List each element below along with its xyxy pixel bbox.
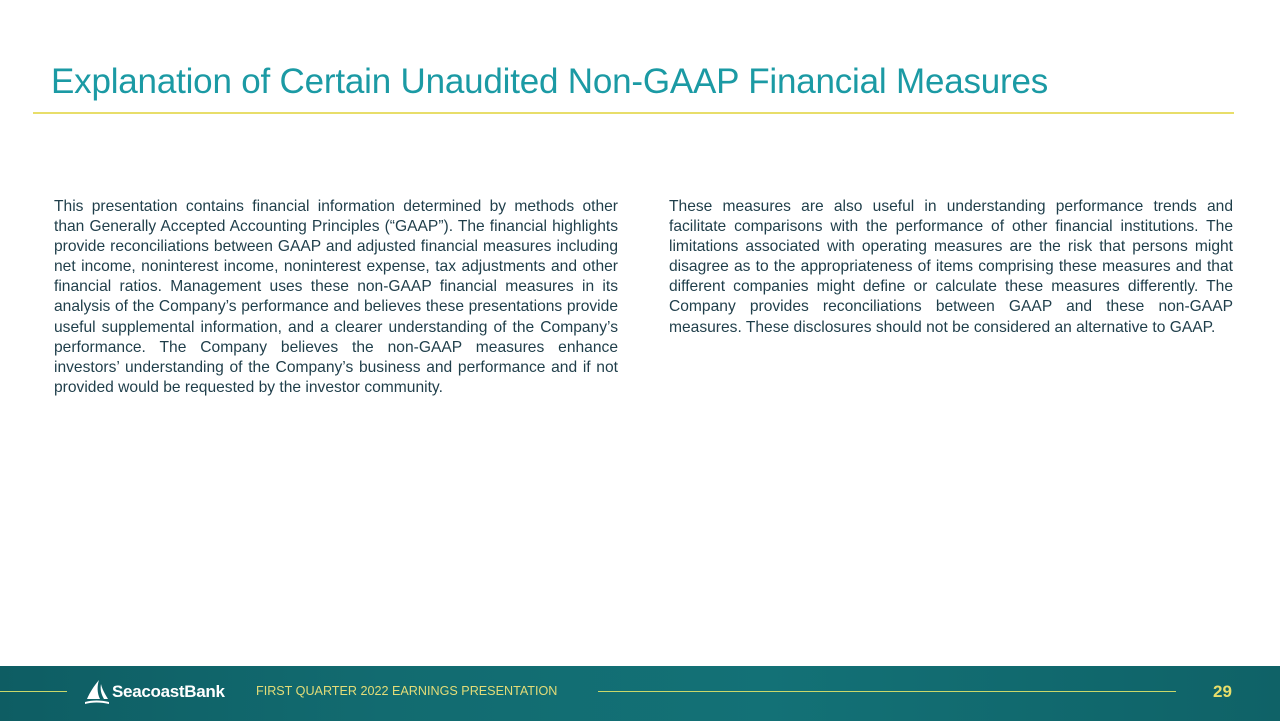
right-column-paragraph: These measures are also useful in understanding performance trends and facilitate comparisons with the performance of other financial institutions. The limitations associated with operating measures are the risk that persons might disagree as to the appropriateness of items comprising these measures and that different companies might define or calculate these measures differently. The Company provides reconciliations between GAAP and these non-GAAP measures. These disclosures should not be considered an alternative to GAAP. bbox=[669, 198, 1233, 336]
footer-caption: FIRST QUARTER 2022 EARNINGS PRESENTATION bbox=[256, 684, 558, 698]
title-divider bbox=[33, 112, 1234, 114]
slide-title: Explanation of Certain Unaudited Non-GAAP Financial Measures bbox=[51, 62, 1049, 101]
left-column-paragraph: This presentation contains financial information determined by methods other than Generally Accepted Accounting Principles (“GAAP”). The financial highlights provide reconciliations between GAAP and adjusted financial measures including net income, noninterest income, noninterest expense, tax adjustments and other financial ratios. Management uses these non-GAAP financial measures in its analysis of the Company’s performance and believes these presentations provide useful supplemental information, and a clearer understanding of the Company’s performance. The Company believes the non-GAAP measures enhance investors’ understanding of the Company’s business and performance and if not provided would be requested by the investor community. bbox=[54, 198, 618, 396]
seacoast-sail-icon bbox=[84, 678, 110, 706]
footer-bar bbox=[0, 666, 1280, 721]
footer-divider-left bbox=[0, 691, 67, 692]
footer-divider-right bbox=[598, 691, 1176, 692]
page-number: 29 bbox=[1213, 682, 1232, 701]
company-logo bbox=[84, 677, 225, 707]
logo-wordmark: SeacoastBank bbox=[112, 682, 225, 701]
